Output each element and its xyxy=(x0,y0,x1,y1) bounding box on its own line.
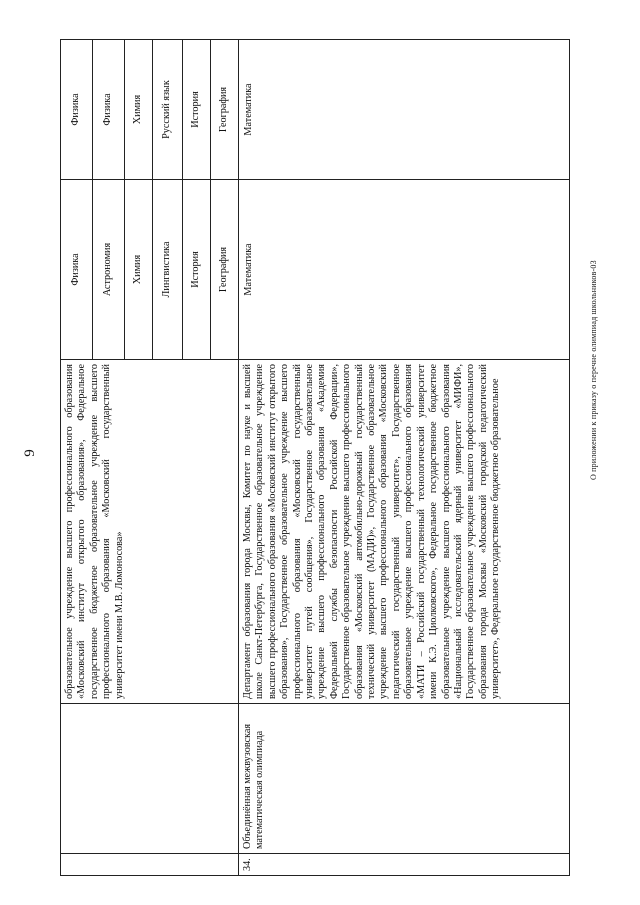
profile-cell: География xyxy=(211,180,239,360)
footer-note: О приложении к приказу о перечне олимпиад школьников-03 xyxy=(589,260,598,480)
subject-cell: Математика xyxy=(239,40,570,180)
subject-cell: Русский язык xyxy=(153,40,183,180)
profile-cell: Математика xyxy=(239,180,570,360)
subject-cell: Физика xyxy=(61,40,93,180)
olympiad-name xyxy=(61,704,239,854)
row-number xyxy=(61,854,239,876)
olympiad-table xyxy=(60,40,570,876)
subject-cell: Физика xyxy=(93,40,125,180)
profile-cell: История xyxy=(183,180,211,360)
organizers: образовательное учреждение высшего профессионального образования «Московский институт открытого образования», Федеральное государственное бюджетное образовательное учреждение высшего профессионального образования «Московский государственный университет имени М.В. Ломоносова» xyxy=(61,360,239,704)
table-row xyxy=(61,40,93,876)
page-number: 9 xyxy=(22,449,38,457)
profile-cell: Астрономия xyxy=(93,180,125,360)
subject-cell: География xyxy=(211,40,239,180)
table-row xyxy=(239,40,570,876)
subject-cell: История xyxy=(183,40,211,180)
profile-cell: Лингвистика xyxy=(153,180,183,360)
row-number: 34. xyxy=(239,854,570,876)
profile-cell: Физика xyxy=(61,180,93,360)
profile-cell: Химия xyxy=(125,180,153,360)
subject-cell: Химия xyxy=(125,40,153,180)
olympiad-name: Объединённая межвузовская математическая олимпиада xyxy=(239,704,570,854)
organizers: Департамент образования города Москвы, Комитет по науке и высшей школе Санкт-Петербурга, Государственное образовательное учреждение высшего профессионального образования «Московский институт открытого образования», Государственное образовательное учреждение высшего профессионального образования «Московский государственный университет путей сообщения», Государственное образовательное учреждение высшего профессионального образования «Академия Федеральной службы безопасности Российской Федерации», Государственное образовательное учреждение высшего профессионального образования «Московский автомобильно-дорожный государственный технический университет (МАДИ)», Государственное образовательное учреждение высшего профессионального образования «Московский педагогический государственный университет», Государственное образовательное учреждение высшего профессионального образования «МАТИ – Российский государственный технологический университет имени К.Э. Циолковского», Федеральное государственное бюджетное образовательное учреждение высшего профессионального образования «Национальный исследовательский ядерный университет «МИФИ», Государственное образовательное учреждение высшего профессионального образования города Москвы «Московский городской педагогический университет», Федеральное государственное бюджетное образовательное xyxy=(239,360,570,704)
